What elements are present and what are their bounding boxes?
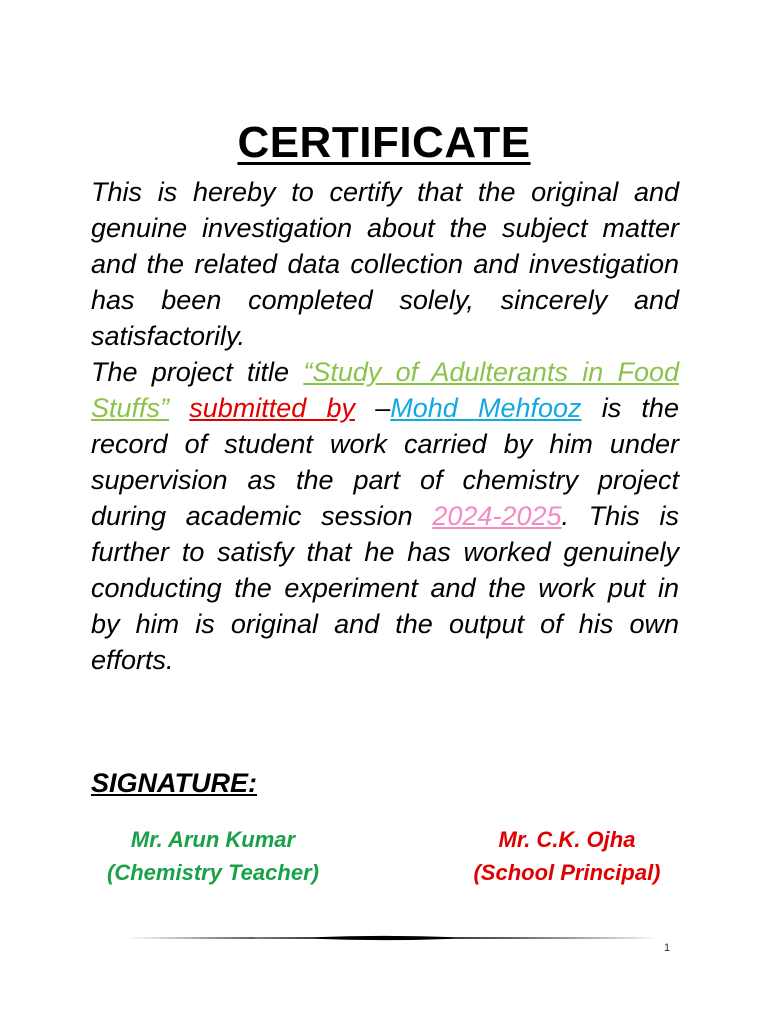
- teacher-role: (Chemistry Teacher): [107, 860, 319, 885]
- certificate-body: [91, 174, 679, 678]
- project-title: “Study of Adulterants in Food Stuffs”: [91, 357, 679, 423]
- project-title-prefix: The project title: [91, 357, 304, 387]
- submitted-by-label: submitted by: [189, 393, 356, 423]
- signature-heading: SIGNATURE:: [91, 768, 257, 798]
- principal-role: (School Principal): [473, 860, 661, 885]
- teacher-name: Mr. Arun Kumar: [130, 827, 296, 852]
- academic-session: 2024-2025: [432, 501, 562, 531]
- dash: –: [355, 393, 391, 423]
- signer-teacher: [88, 823, 338, 889]
- body-paragraph-2: [91, 354, 679, 678]
- footer-divider: [114, 932, 656, 944]
- page-title: CERTIFICATE: [237, 118, 531, 167]
- body-paragraph-1: This is hereby to certify that the original and genuine investigation about the subject matter and the related data collection and investigation has been completed solely, sincerely and satisfactorily.: [91, 177, 679, 351]
- body-paragraph-2-end: . This is further to satisfy that he has worked genuinely conducting the experiment and the work put in by him is original and the output of his own efforts.: [91, 501, 679, 675]
- signer-principal: [452, 823, 682, 889]
- student-name: Mohd Mehfooz: [390, 393, 582, 423]
- principal-name: Mr. C.K. Ojha: [498, 827, 636, 852]
- page-number: 1: [664, 942, 671, 954]
- body-paragraph-2-middle: is the record of student work carried by him under supervision as the part of chemistry project during academic session: [91, 393, 679, 531]
